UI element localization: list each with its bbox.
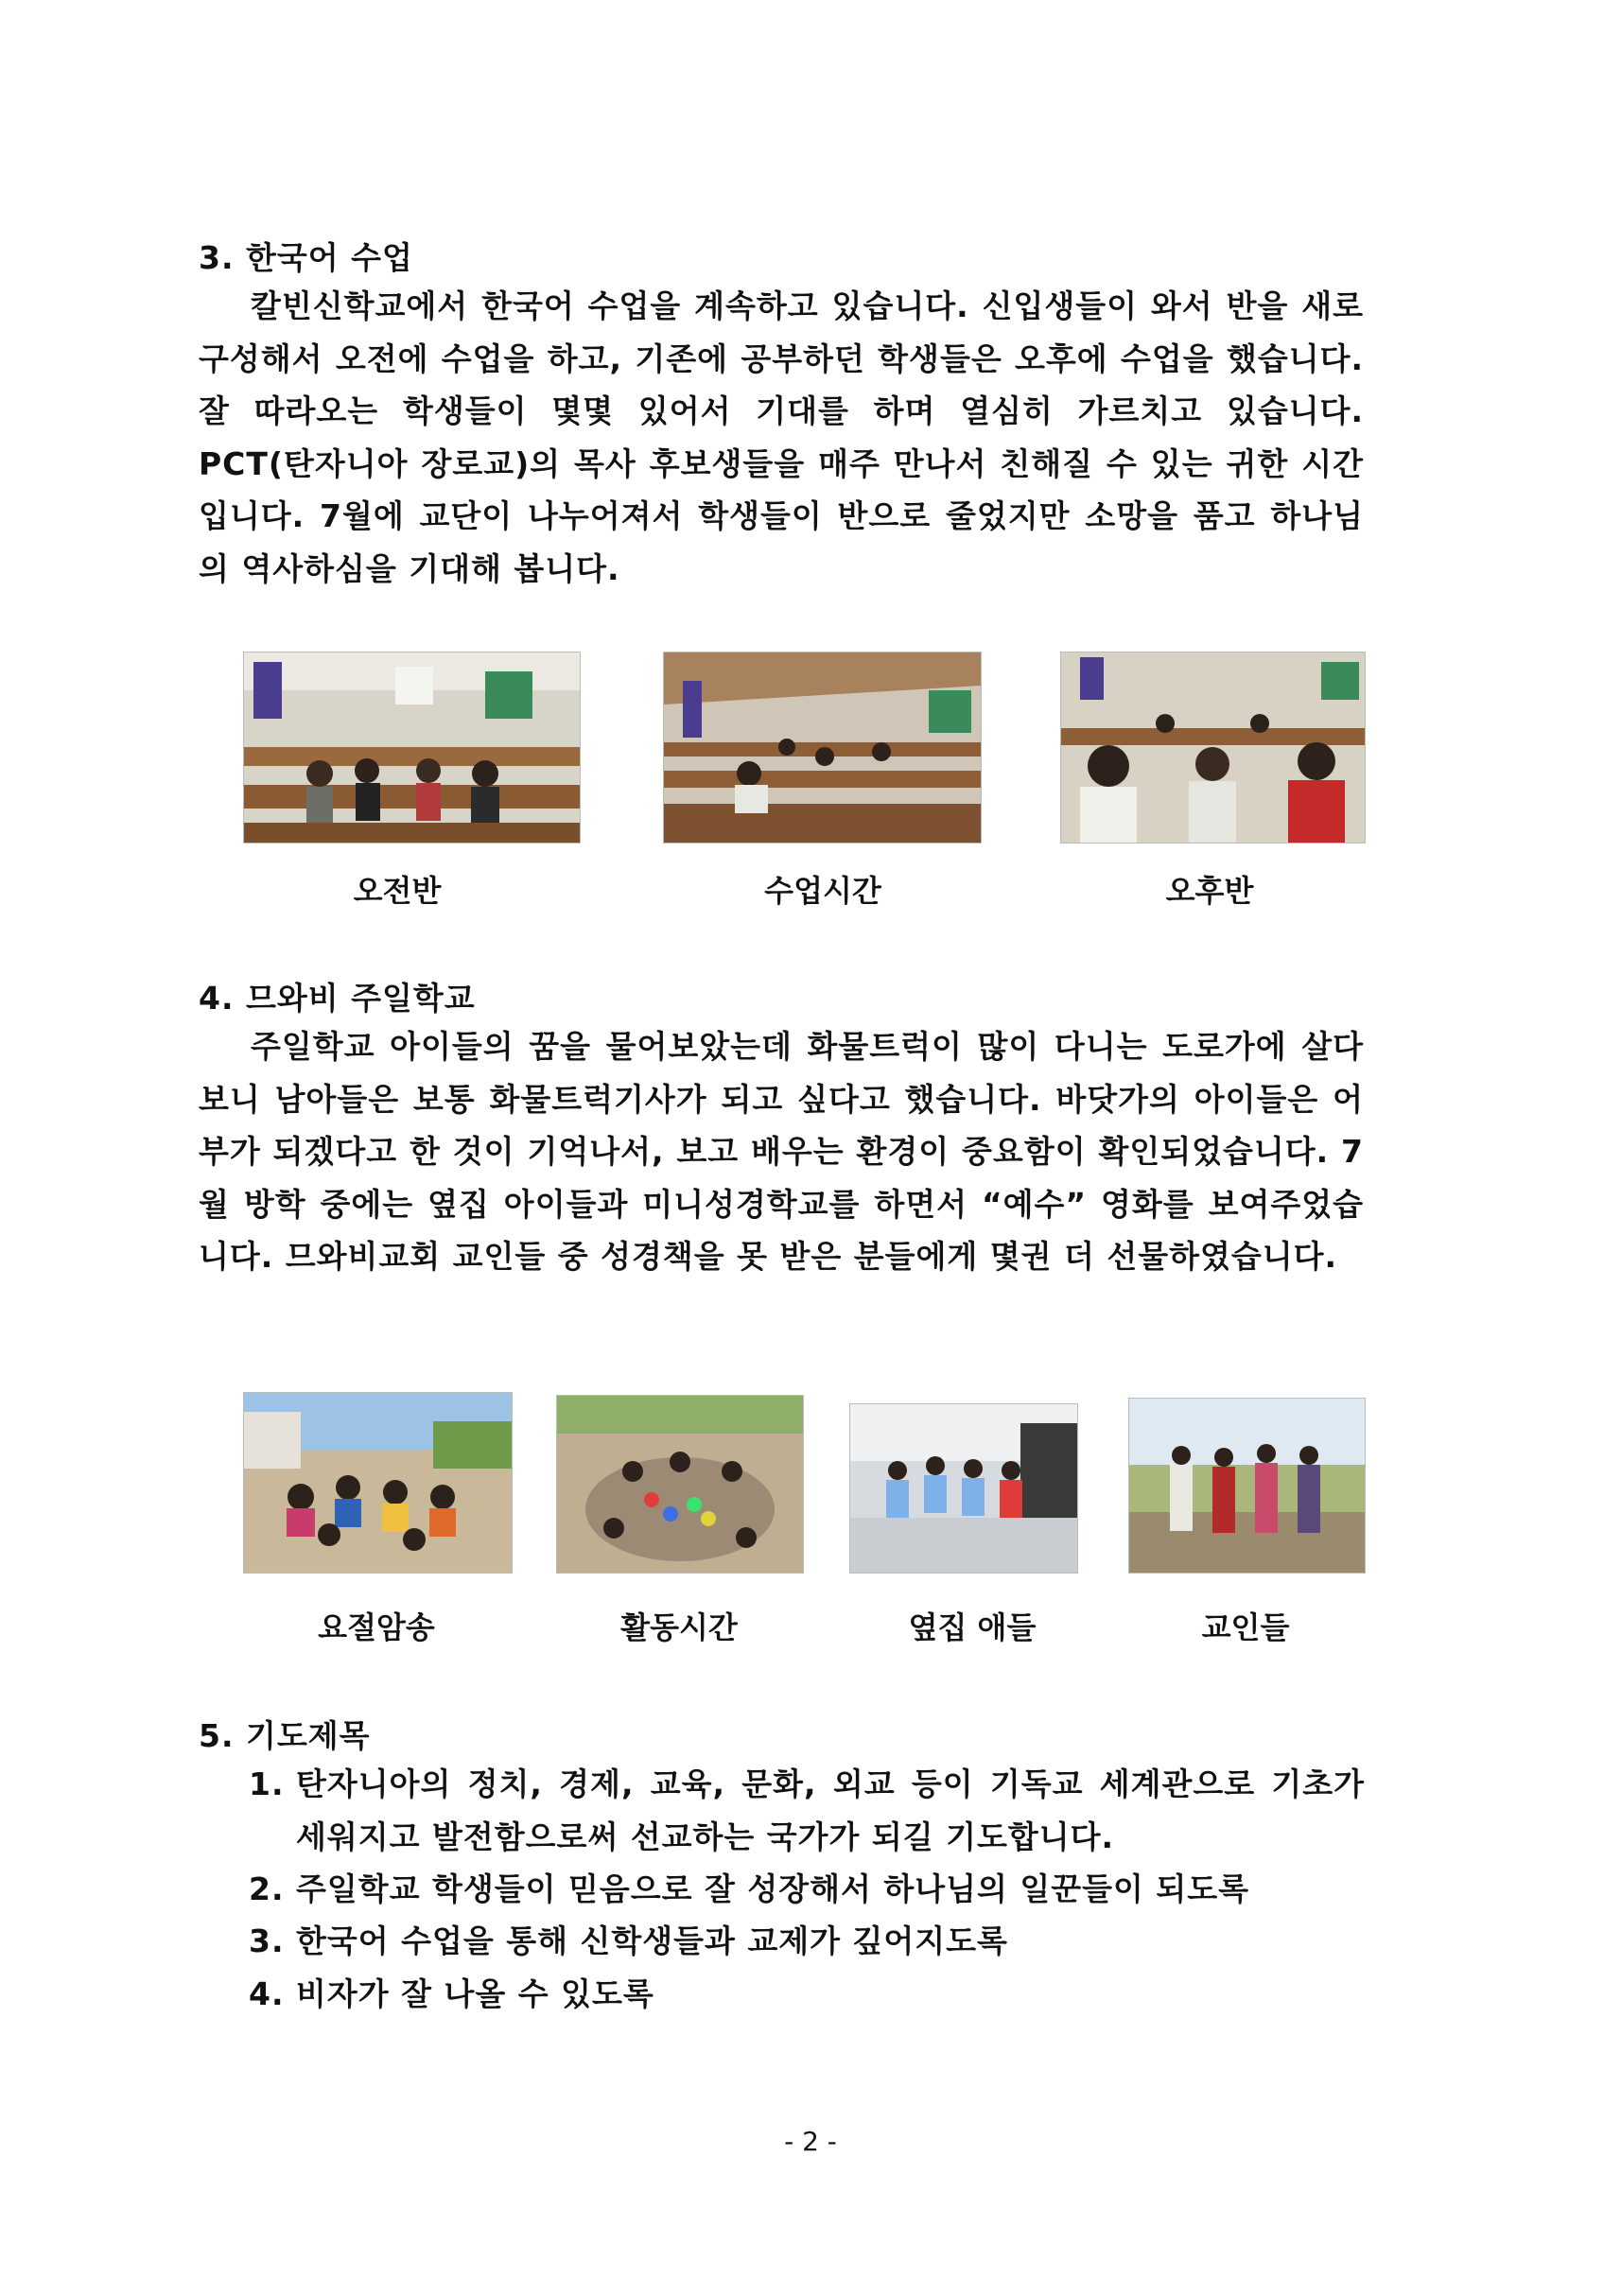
- caption-morning-class: 오전반: [353, 873, 442, 909]
- caption-neighbor-kids: 옆집 애들: [908, 1609, 1037, 1645]
- section-3-heading: 3. 한국어 수업: [199, 239, 413, 276]
- prayer-item: [249, 1863, 1365, 1916]
- verse-memorization-photo: [243, 1392, 513, 1574]
- neighbor-kids-photo: [849, 1403, 1078, 1574]
- section-5-heading: 5. 기도제목: [199, 1717, 371, 1754]
- prayer-item-number: 1.: [249, 1765, 285, 1802]
- caption-verse-memorization: 요절암송: [318, 1609, 435, 1645]
- prayer-item-text: 한국어 수업을 통해 신학생들과 교제가 깊어지도록: [296, 1922, 1008, 1959]
- prayer-item-text: 비자가 잘 나올 수 있도록: [296, 1975, 654, 2012]
- section-4-body: 주일학교 아이들의 꿈을 물어보았는데 화물트럭이 많이 다니는 도로가에 살다보니 남아들은 보통 화물트럭기사가 되고 싶다고 했습니다. 바닷가의 아이들은 어부가 되겠다고 한 것이 기억나서, 보고 배우는 환경이 중요함이 확인되었습니다. 7월 방학 중에는 옆집 아이들과 미니성경학교를 하면서 “예수” 영화를 보여주었습니다. 므와비교회 교인들 중 성경책을 못 받은 분들에게 몇권 더 선물하였습니다.: [199, 1028, 1364, 1275]
- church-members-photo: [1128, 1398, 1366, 1574]
- afternoon-class-photo: [1060, 652, 1366, 844]
- caption-church-members: 교인들: [1201, 1609, 1290, 1645]
- prayer-item-number: 4.: [249, 1975, 285, 2012]
- caption-afternoon-class: 오후반: [1165, 873, 1254, 909]
- class-time-photo: [663, 652, 982, 844]
- section-4-heading: 4. 므와비 주일학교: [199, 980, 476, 1017]
- prayer-item-text: 탄자니아의 정치, 경제, 교육, 문화, 외교 등이 기독교 세계관으로 기초가 세워지고 발전함으로써 선교하는 국가가 되길 기도합니다.: [296, 1765, 1365, 1855]
- section-3-body: 칼빈신학교에서 한국어 수업을 계속하고 있습니다. 신입생들이 와서 반을 새로 구성해서 오전에 수업을 하고, 기존에 공부하던 학생들은 오후에 수업을 했습니다. 잘 따라오는 학생들이 몇몇 있어서 기대를 하며 열심히 가르치고 있습니다. PCT(탄자니아 장로교)의 목사 후보생들을 매주 만나서 친해질 수 있는 귀한 시간입니다. 7월에 교단이 나누어져서 학생들이 반으로 줄었지만 소망을 품고 하나님의 역사하심을 기대해 봅니다.: [199, 287, 1364, 587]
- prayer-item: [249, 1968, 1365, 2021]
- activity-time-photo: [556, 1395, 804, 1574]
- caption-activity-time: 활동시간: [620, 1609, 738, 1645]
- prayer-item-number: 2.: [249, 1870, 285, 1907]
- morning-class-photo: [243, 652, 581, 844]
- caption-class-time: 수업시간: [764, 873, 881, 909]
- page-number: - 2 -: [784, 2126, 837, 2157]
- prayer-item: [249, 1758, 1365, 1863]
- prayer-item-text: 주일학교 학생들이 믿음으로 잘 성장해서 하나님의 일꾼들이 되도록: [296, 1870, 1250, 1907]
- prayer-item: [249, 1915, 1365, 1968]
- prayer-item-number: 3.: [249, 1922, 285, 1959]
